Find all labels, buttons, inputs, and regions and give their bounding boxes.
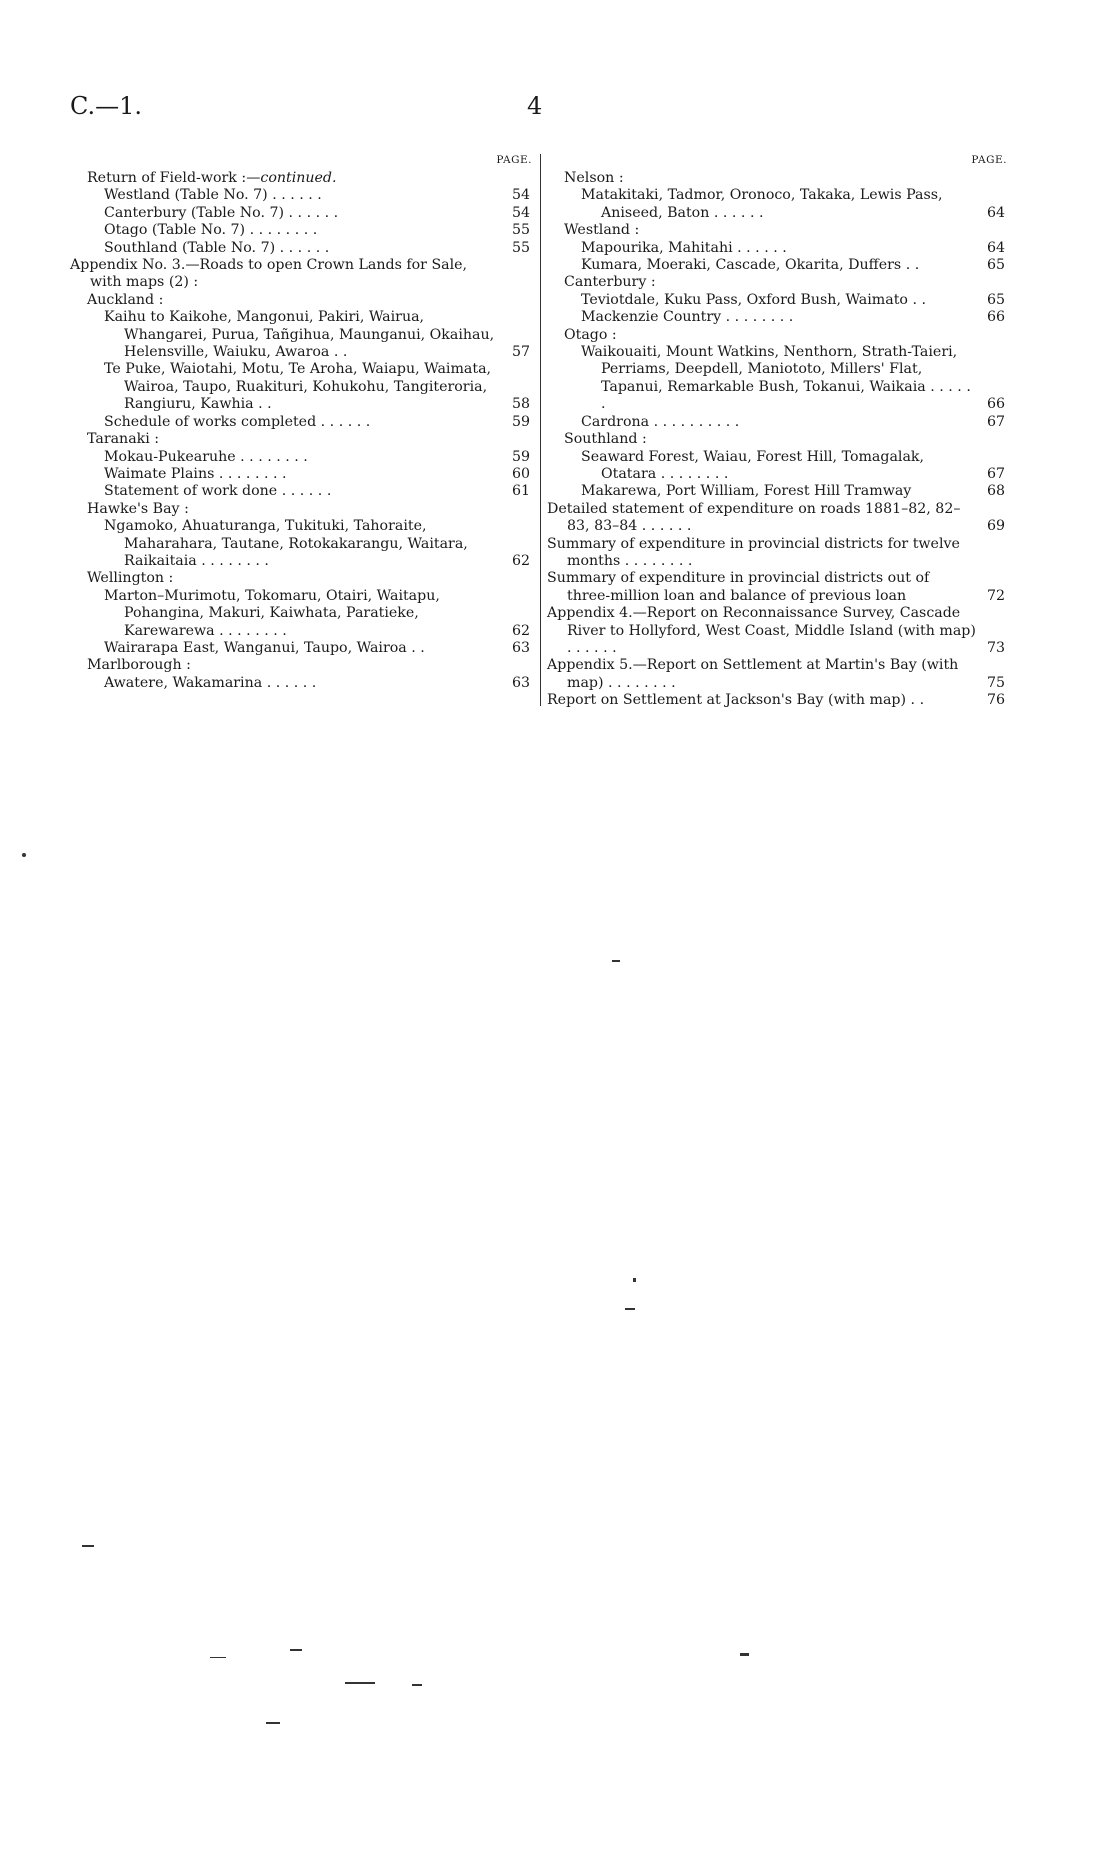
toc-entry-text: Westland : (564, 222, 640, 239)
toc-entry-text: Makarewa, Port William, Forest Hill Tramway (581, 483, 912, 500)
toc-entry: Ngamoko, Ahuaturanga, Tukituki, Tahoraite, Maharahara, Tautane, Rotokakarangu, Waitara, Raikaitaia . . . . . . . . 62 (104, 518, 531, 569)
toc-entry: Awatere, Wakamarina . . . . . . 63 (104, 674, 531, 691)
toc-entry-text: Ngamoko, Ahuaturanga, Tukituki, Tahoraite, Maharahara, Tautane, Rotokakarangu, Waitara, Raikaitaia . . . . . . . . (104, 518, 468, 569)
toc-entry: Schedule of works completed . . . . . . 59 (104, 413, 531, 430)
toc-entry: Report on Settlement at Jackson's Bay (with map) . . 76 (547, 692, 1006, 709)
toc-entry-text: Summary of expenditure in provincial districts for twelve months . . . . . . . . (547, 535, 960, 569)
toc-entry (547, 536, 1013, 571)
toc-entry-text: Auckland : (87, 291, 164, 308)
page-number: 4 (527, 92, 543, 120)
page-column-label: PAGE. (971, 154, 1007, 166)
toc-entry-text: Detailed statement of expenditure on roads 1881–82, 82–83, 83–84 . . . . . . (547, 500, 961, 535)
toc-entry: Detailed statement of expenditure on roads 1881–82, 82–83, 83–84 . . . . . . 69 (547, 500, 1006, 535)
toc-entry: Wairarapa East, Wanganui, Taupo, Wairoa . . 63 (104, 639, 531, 656)
toc-entry-text: Marlborough : (87, 657, 191, 674)
toc-entry: Westland (Table No. 7) . . . . . . 54 (104, 187, 531, 204)
toc-entry-text: Appendix No. 3.—Roads to open Crown Lands for Sale, with maps (2) : (70, 257, 468, 291)
toc-entry-text: Southland (Table No. 7) . . . . . . (104, 239, 330, 256)
toc-entry-text: Marton–Murimotu, Tokomaru, Otairi, Waitapu, Pohangina, Makuri, Kaiwhata, Paratieke, Karewarewa . . . . . . . . (104, 587, 440, 639)
toc-entry: Mapourika, Mahitahi . . . . . . 64 (581, 239, 1006, 256)
toc-entry-text: Mokau-Pukearuhe . . . . . . . . (104, 448, 308, 465)
toc-entry (564, 431, 1013, 448)
toc-entry-text: Report on Settlement at Jackson's Bay (with map) . . (547, 692, 925, 709)
toc-entry-text: Mapourika, Mahitahi . . . . . . (581, 239, 787, 256)
toc-entry-text: Teviotdale, Kuku Pass, Oxford Bush, Waimato . . (581, 291, 926, 308)
document-reference: C.—1. (70, 92, 143, 120)
toc-entry-text: Awatere, Wakamarina . . . . . . (104, 674, 317, 691)
toc-entry-text: Waikouaiti, Mount Watkins, Nenthorn, Strath-Taieri, Perriams, Deepdell, Maniototo, Millers' Flat, Tapanui, Remarkable Bush, Tokanui, Waikaia . . . . . . (581, 344, 971, 413)
toc-entry: Marton–Murimotu, Tokomaru, Otairi, Waitapu, Pohangina, Makuri, Kaiwhata, Paratieke, Karewarewa . . . . . . . . 62 (104, 587, 531, 639)
toc-entry-text: Taranaki : (87, 431, 160, 448)
left-contents-column (70, 152, 538, 692)
toc-entry-text: Wellington : (87, 570, 174, 587)
toc-entry-text: Summary of expenditure in provincial districts out of three-million loan and balance of previous loan (547, 570, 930, 604)
toc-entry (564, 170, 1013, 187)
page-header (0, 92, 1114, 132)
toc-entry: Mokau-Pukearuhe . . . . . . . . 59 (104, 448, 531, 465)
toc-entry-text: Return of Field-work :— (87, 170, 261, 186)
toc-entry-text: Te Puke, Waiotahi, Motu, Te Aroha, Waiapu, Waimata, Wairoa, Taupo, Ruakituri, Kohukohu, Tangiteroria, Rangiuru, Kawhia . . (104, 361, 492, 413)
toc-entry (564, 222, 1013, 239)
toc-entry: Appendix 4.—Report on Reconnaissance Survey, Cascade River to Hollyford, West Coast, Middle Island (with map) . . . . . . 73 (547, 605, 1006, 656)
toc-entry: Canterbury (Table No. 7) . . . . . . 54 (104, 204, 531, 221)
toc-entry (564, 274, 1013, 291)
toc-entry: Southland (Table No. 7) . . . . . . 55 (104, 239, 531, 256)
toc-entry (87, 501, 538, 518)
toc-entry: Seaward Forest, Waiau, Forest Hill, Tomagalak, Otatara . . . . . . . . 67 (581, 448, 1006, 482)
toc-entry-text: Schedule of works completed . . . . . . (104, 413, 371, 430)
toc-entry-text: Southland : (564, 431, 647, 448)
toc-entry-text: Canterbury : (564, 274, 656, 291)
toc-entry: Cardrona . . . . . . . . . . 67 (581, 413, 1006, 430)
toc-entry-text: Statement of work done . . . . . . (104, 483, 332, 500)
toc-entry (87, 170, 538, 187)
toc-entry: Kumara, Moeraki, Cascade, Okarita, Duffers . . 65 (581, 257, 1006, 274)
toc-entry-text: Waimate Plains . . . . . . . . (104, 465, 287, 482)
toc-entry-emphasis: continued. (260, 170, 337, 186)
toc-entry: Statement of work done . . . . . . 61 (104, 483, 531, 500)
toc-entry: Otago (Table No. 7) . . . . . . . . 55 (104, 222, 531, 239)
toc-entry (70, 257, 538, 292)
toc-entry-text: Westland (Table No. 7) . . . . . . (104, 187, 322, 204)
toc-entry: Te Puke, Waiotahi, Motu, Te Aroha, Waiapu, Waimata, Wairoa, Taupo, Ruakituri, Kohukohu, Tangiteroria, Rangiuru, Kawhia . . 58 (104, 361, 531, 413)
toc-entry-text: Otago : (564, 326, 617, 343)
toc-entry (87, 292, 538, 309)
toc-entry: Kaihu to Kaikohe, Mangonui, Pakiri, Wairua, Whangarei, Purua, Tañgihua, Maunganui, Okaihau, Helensville, Waiuku, Awaroa . . 57 (104, 309, 531, 361)
toc-entry-text: Appendix 5.—Report on Settlement at Martin's Bay (with map) . . . . . . . . (547, 657, 959, 691)
toc-entry (564, 327, 1013, 344)
column-divider (540, 154, 541, 706)
toc-entry: Appendix 5.—Report on Settlement at Martin's Bay (with map) . . . . . . . . 75 (547, 657, 1006, 691)
toc-entry: Waikouaiti, Mount Watkins, Nenthorn, Strath-Taieri, Perriams, Deepdell, Maniototo, Millers' Flat, Tapanui, Remarkable Bush, Tokanui, Waikaia . . . . . . 66 (581, 344, 1006, 413)
page-column-label: PAGE. (496, 154, 532, 166)
toc-entry-text: Nelson : (564, 170, 624, 186)
toc-entry-text: Seaward Forest, Waiau, Forest Hill, Tomagalak, Otatara . . . . . . . . (581, 448, 925, 482)
toc-entry-text: Hawke's Bay : (87, 500, 189, 517)
toc-entry (87, 570, 538, 587)
toc-entry-text: Matakitaki, Tadmor, Oronoco, Takaka, Lewis Pass, Aniseed, Baton . . . . . . (581, 187, 943, 221)
toc-entry-text: Wairarapa East, Wanganui, Taupo, Wairoa . . (104, 639, 425, 656)
toc-entry-text: Kaihu to Kaikohe, Mangonui, Pakiri, Wairua, Whangarei, Purua, Tañgihua, Maunganui, Okaihau, Helensville, Waiuku, Awaroa . . (104, 309, 495, 361)
toc-entry (87, 657, 538, 674)
toc-entry: Matakitaki, Tadmor, Oronoco, Takaka, Lewis Pass, Aniseed, Baton . . . . . . 64 (581, 187, 1006, 221)
toc-entry: Teviotdale, Kuku Pass, Oxford Bush, Waimato . . 65 (581, 291, 1006, 308)
toc-entry-text: Canterbury (Table No. 7) . . . . . . (104, 204, 339, 221)
toc-entry (87, 431, 538, 448)
toc-entry-text: Otago (Table No. 7) . . . . . . . . (104, 222, 318, 239)
toc-entry: Makarewa, Port William, Forest Hill Tramway 68 (581, 483, 1006, 500)
toc-entry-text: Cardrona . . . . . . . . . . (581, 413, 740, 430)
right-contents-column (547, 152, 1013, 710)
toc-entry: Waimate Plains . . . . . . . . 60 (104, 465, 531, 482)
toc-entry-text: Mackenzie Country . . . . . . . . (581, 309, 794, 326)
toc-entry-text: Appendix 4.—Report on Reconnaissance Survey, Cascade River to Hollyford, West Coast, Middle Island (with map) . . . . . . (547, 605, 976, 656)
toc-entry: Summary of expenditure in provincial districts out of three-million loan and balance of previous loan 72 (547, 570, 1006, 604)
toc-entry: Mackenzie Country . . . . . . . . 66 (581, 309, 1006, 326)
toc-entry-text: Kumara, Moeraki, Cascade, Okarita, Duffers . . (581, 257, 920, 274)
